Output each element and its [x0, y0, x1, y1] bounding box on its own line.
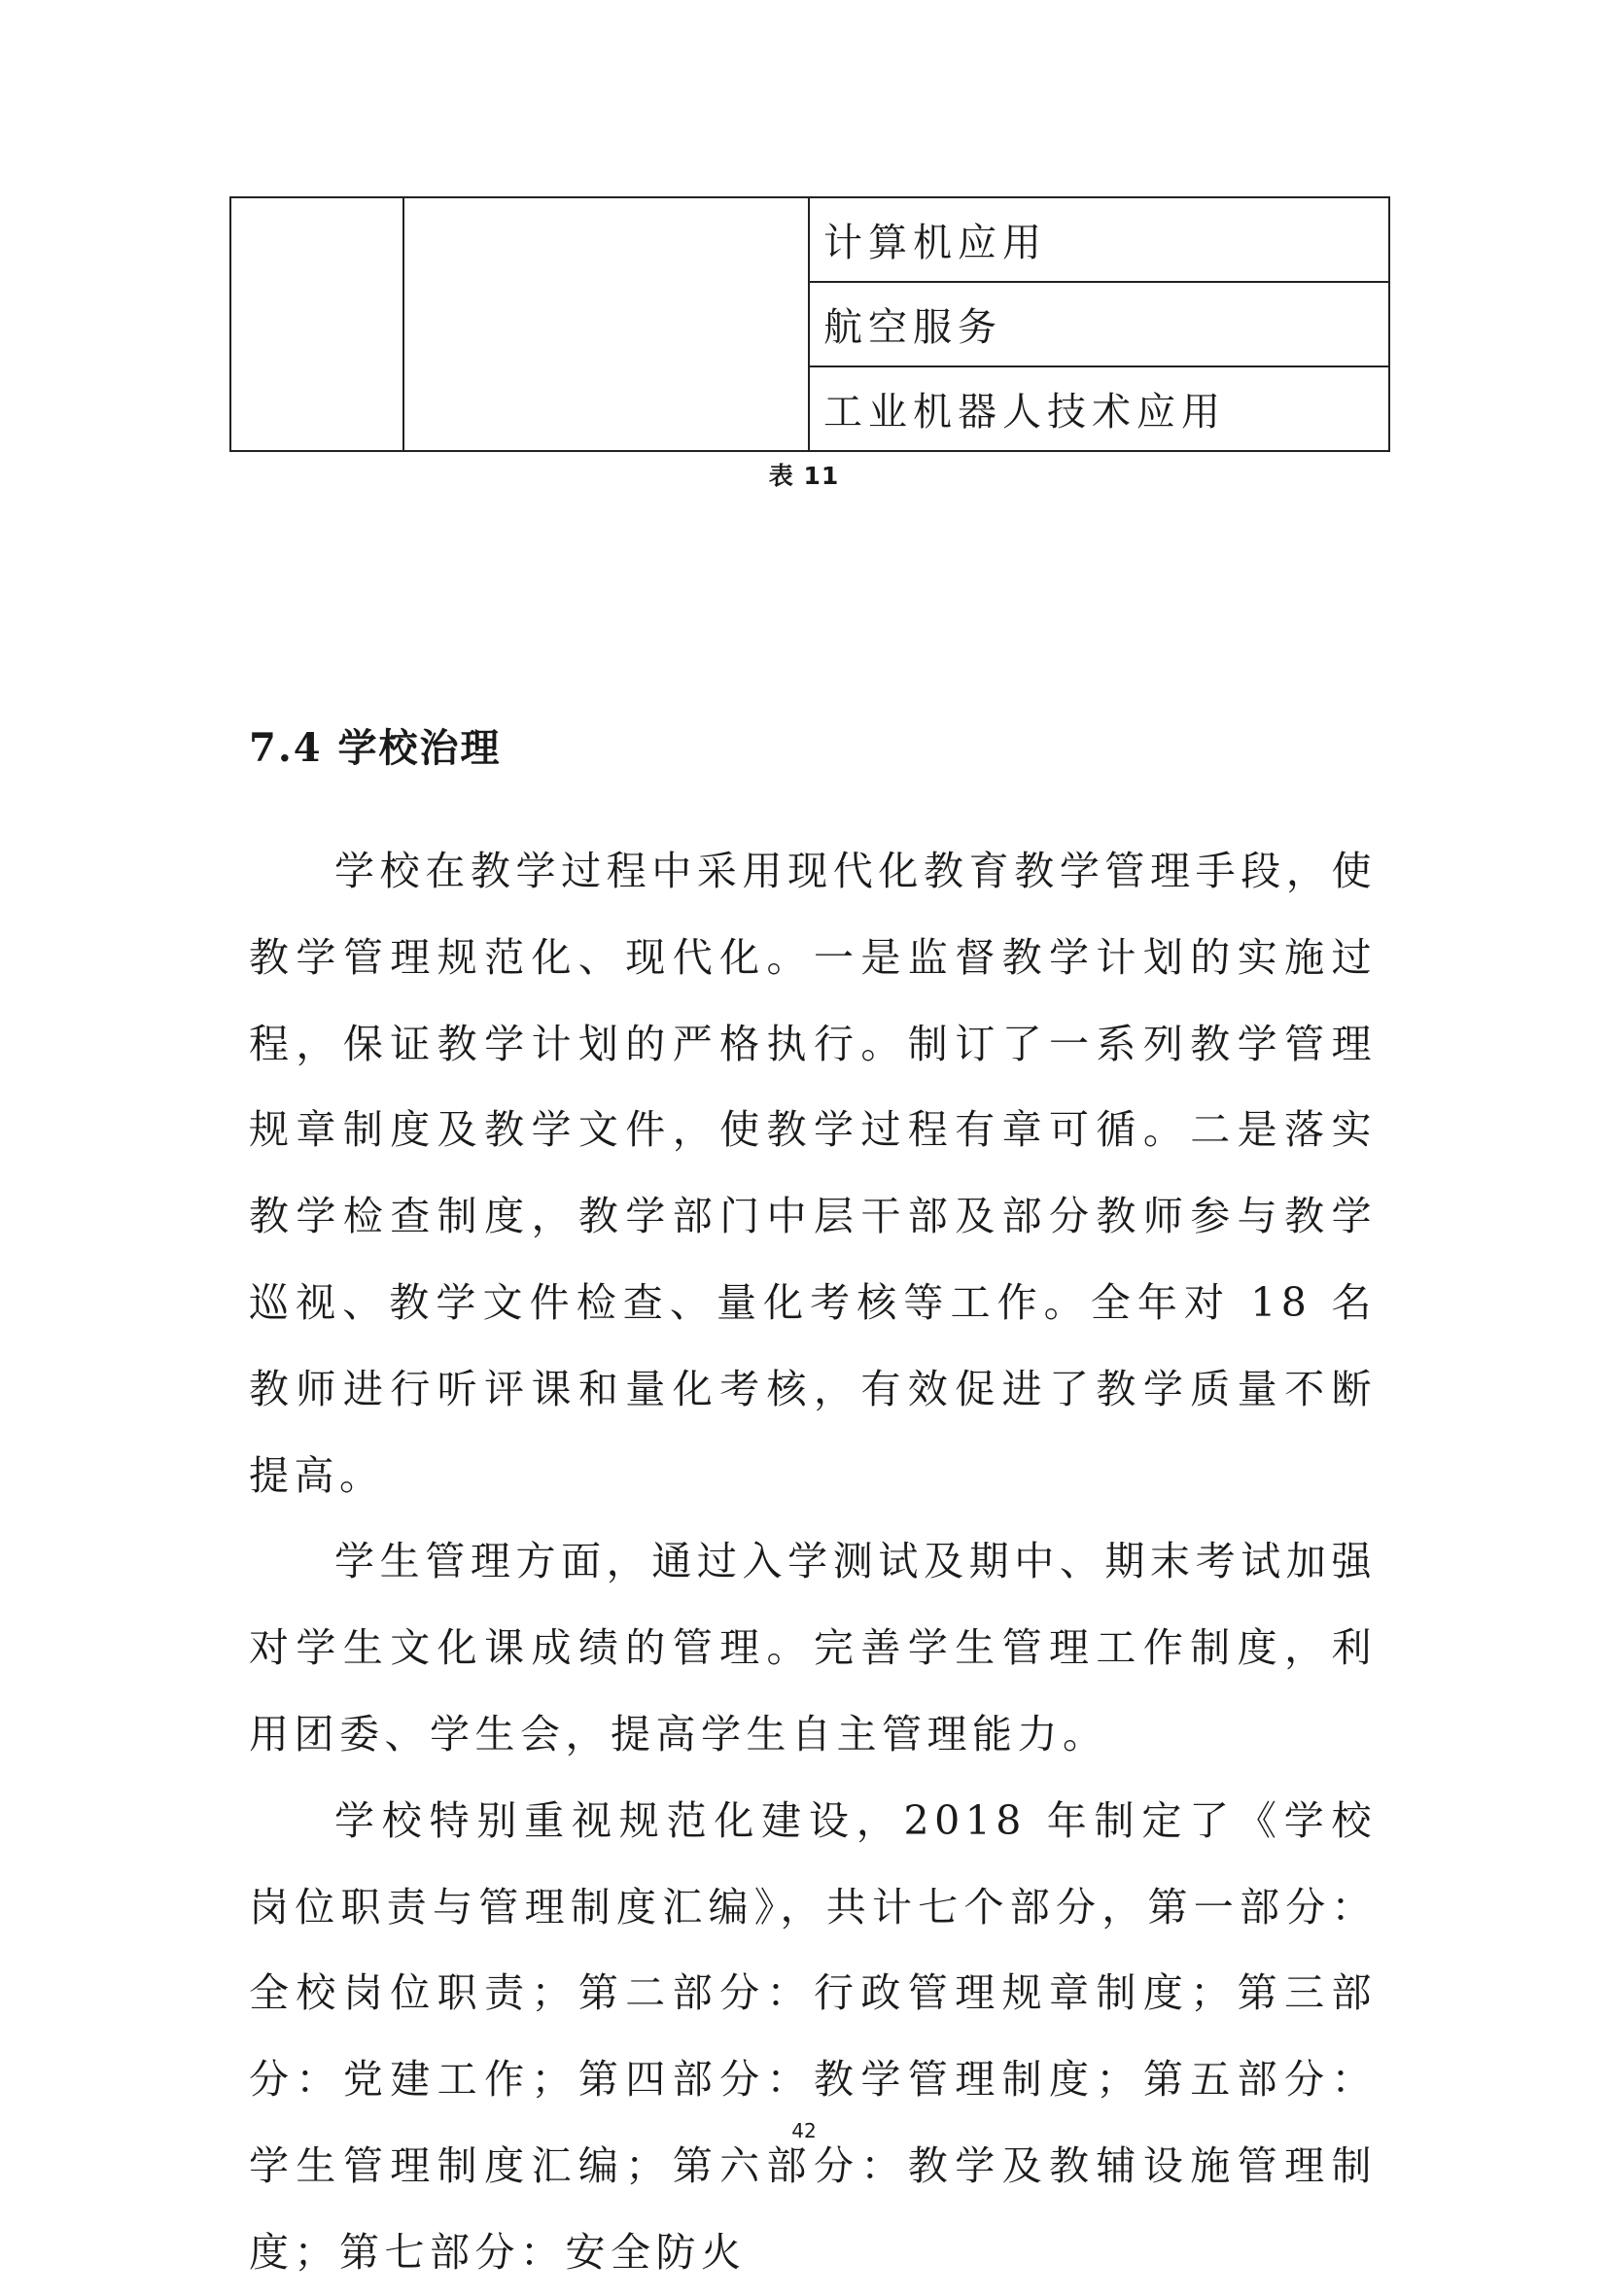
paragraph: 学生管理方面，通过入学测试及期中、期末考试加强对学生文化课成绩的管理。完善学生管理工作制度，利用团委、学生会，提高学生自主管理能力。	[249, 1538, 1377, 1757]
table-cell-empty-col1	[230, 197, 403, 451]
table-caption: 表 11	[768, 462, 840, 490]
table-row	[230, 197, 1389, 282]
section-body	[249, 828, 1377, 2296]
table-continuation	[229, 196, 1390, 452]
table-cell-major: 计算机应用	[809, 197, 1389, 282]
table-cell-empty-col2	[403, 197, 809, 451]
table-cell-major: 航空服务	[809, 282, 1389, 366]
table-cell-major: 工业机器人技术应用	[809, 366, 1389, 451]
page-number: 42	[791, 2119, 817, 2142]
paragraph: 学校特别重视规范化建设，2018 年制定了《学校岗位职责与管理制度汇编》，共计七个部分，第一部分：全校岗位职责；第二部分：行政管理规章制度；第三部分：党建工作；第四部分：教学管理制度；第五部分：学生管理制度汇编；第六部分：教学及教辅设施管理制度；第七部分：安全防火	[249, 1796, 1377, 2276]
section-heading: 7.4 学校治理	[249, 725, 502, 771]
paragraph: 学校在教学过程中采用现代化教育教学管理手段，使教学管理规范化、现代化。一是监督教学计划的实施过程，保证教学计划的严格执行。制订了一系列教学管理规章制度及教学文件，使教学过程有章可循。二是落实教学检查制度，教学部门中层干部及部分教师参与教学巡视、教学文件检查、量化考核等工作。全年对 18 名教师进行听评课和量化考核，有效促进了教学质量不断提高。	[249, 848, 1377, 1499]
